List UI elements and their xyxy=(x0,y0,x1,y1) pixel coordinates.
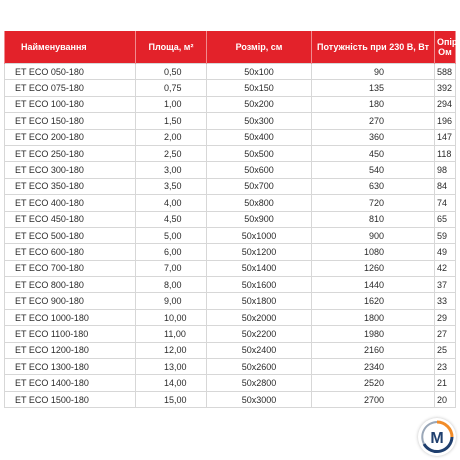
cell-area: 0,50 xyxy=(136,64,207,80)
table-row xyxy=(5,211,456,227)
cell-area: 5,00 xyxy=(136,227,207,243)
table-row xyxy=(5,96,456,112)
cell-size: 50x150 xyxy=(207,80,312,96)
cell-area: 1,50 xyxy=(136,113,207,129)
cell-size: 50x400 xyxy=(207,129,312,145)
cell-power: 1440 xyxy=(312,277,435,293)
cell-resistance: 74 xyxy=(435,195,456,211)
cell-power: 1980 xyxy=(312,326,435,342)
cell-size: 50x600 xyxy=(207,162,312,178)
cell-power: 810 xyxy=(312,211,435,227)
cell-power: 135 xyxy=(312,80,435,96)
cell-area: 13,00 xyxy=(136,359,207,375)
cell-area: 12,00 xyxy=(136,342,207,358)
cell-power: 2160 xyxy=(312,342,435,358)
cell-resistance: 196 xyxy=(435,113,456,129)
cell-resistance: 49 xyxy=(435,244,456,260)
cell-resistance: 20 xyxy=(435,391,456,407)
cell-resistance: 33 xyxy=(435,293,456,309)
cell-power: 630 xyxy=(312,178,435,194)
brand-logo xyxy=(418,418,456,456)
table-row xyxy=(5,391,456,407)
cell-power: 450 xyxy=(312,145,435,161)
cell-power: 1260 xyxy=(312,260,435,276)
cell-name: ET ECO 100-180 xyxy=(5,96,136,112)
cell-name: ET ECO 150-180 xyxy=(5,113,136,129)
cell-resistance: 294 xyxy=(435,96,456,112)
cell-size: 50x2600 xyxy=(207,359,312,375)
cell-name: ET ECO 1400-180 xyxy=(5,375,136,391)
cell-name: ET ECO 300-180 xyxy=(5,162,136,178)
table-row xyxy=(5,178,456,194)
cell-name: ET ECO 400-180 xyxy=(5,195,136,211)
table-row xyxy=(5,293,456,309)
header-name: Найменування xyxy=(5,31,136,64)
cell-name: ET ECO 250-180 xyxy=(5,145,136,161)
table-row xyxy=(5,375,456,391)
cell-size: 50x2200 xyxy=(207,326,312,342)
cell-resistance: 25 xyxy=(435,342,456,358)
cell-resistance: 23 xyxy=(435,359,456,375)
cell-name: ET ECO 450-180 xyxy=(5,211,136,227)
cell-area: 6,00 xyxy=(136,244,207,260)
cell-resistance: 21 xyxy=(435,375,456,391)
cell-resistance: 147 xyxy=(435,129,456,145)
cell-area: 8,00 xyxy=(136,277,207,293)
header-power: Потужність при 230 В, Вт xyxy=(312,31,435,64)
cell-resistance: 65 xyxy=(435,211,456,227)
cell-size: 50x2400 xyxy=(207,342,312,358)
cell-power: 720 xyxy=(312,195,435,211)
table-row xyxy=(5,227,456,243)
header-row xyxy=(5,31,456,64)
table-row xyxy=(5,309,456,325)
cell-name: ET ECO 1200-180 xyxy=(5,342,136,358)
cell-area: 1,00 xyxy=(136,96,207,112)
specs-table-header xyxy=(5,31,460,64)
cell-area: 11,00 xyxy=(136,326,207,342)
cell-power: 1800 xyxy=(312,309,435,325)
cell-resistance: 392 xyxy=(435,80,456,96)
cell-area: 3,00 xyxy=(136,162,207,178)
cell-area: 4,50 xyxy=(136,211,207,227)
cell-power: 2340 xyxy=(312,359,435,375)
cell-power: 1080 xyxy=(312,244,435,260)
cell-power: 540 xyxy=(312,162,435,178)
cell-name: ET ECO 075-180 xyxy=(5,80,136,96)
cell-resistance: 37 xyxy=(435,277,456,293)
cell-size: 50x300 xyxy=(207,113,312,129)
cell-resistance: 59 xyxy=(435,227,456,243)
table-row xyxy=(5,277,456,293)
cell-resistance: 29 xyxy=(435,309,456,325)
cell-size: 50x200 xyxy=(207,96,312,112)
table-row xyxy=(5,244,456,260)
cell-name: ET ECO 700-180 xyxy=(5,260,136,276)
cell-name: ET ECO 500-180 xyxy=(5,227,136,243)
table-row xyxy=(5,113,456,129)
cell-name: ET ECO 050-180 xyxy=(5,64,136,80)
header-area: Площа, м² xyxy=(136,31,207,64)
cell-size: 50x800 xyxy=(207,195,312,211)
cell-resistance: 27 xyxy=(435,326,456,342)
specs-table xyxy=(4,31,460,408)
cell-name: ET ECO 200-180 xyxy=(5,129,136,145)
cell-name: ET ECO 1000-180 xyxy=(5,309,136,325)
cell-size: 50x2000 xyxy=(207,309,312,325)
cell-area: 2,00 xyxy=(136,129,207,145)
table-row xyxy=(5,129,456,145)
cell-area: 9,00 xyxy=(136,293,207,309)
cell-name: ET ECO 1300-180 xyxy=(5,359,136,375)
table-row xyxy=(5,260,456,276)
cell-resistance: 42 xyxy=(435,260,456,276)
cell-resistance: 84 xyxy=(435,178,456,194)
cell-name: ET ECO 900-180 xyxy=(5,293,136,309)
cell-power: 360 xyxy=(312,129,435,145)
cell-size: 50x1600 xyxy=(207,277,312,293)
cell-power: 2520 xyxy=(312,375,435,391)
table-row xyxy=(5,64,456,80)
cell-power: 900 xyxy=(312,227,435,243)
cell-size: 50x900 xyxy=(207,211,312,227)
brand-logo-letter: M xyxy=(430,430,444,447)
cell-name: ET ECO 1500-180 xyxy=(5,391,136,407)
table-row xyxy=(5,162,456,178)
cell-area: 14,00 xyxy=(136,375,207,391)
cell-size: 50x1800 xyxy=(207,293,312,309)
cell-size: 50x2800 xyxy=(207,375,312,391)
cell-size: 50x1000 xyxy=(207,227,312,243)
cell-area: 15,00 xyxy=(136,391,207,407)
header-resistance: Опір, Ом xyxy=(435,31,456,64)
cell-size: 50x100 xyxy=(207,64,312,80)
table-row xyxy=(5,195,456,211)
table-row xyxy=(5,326,456,342)
cell-area: 3,50 xyxy=(136,178,207,194)
cell-resistance: 98 xyxy=(435,162,456,178)
table-row xyxy=(5,145,456,161)
cell-name: ET ECO 600-180 xyxy=(5,244,136,260)
brand-logo-icon xyxy=(418,418,456,456)
cell-size: 50x700 xyxy=(207,178,312,194)
table-row xyxy=(5,342,456,358)
cell-name: ET ECO 350-180 xyxy=(5,178,136,194)
cell-size: 50x1400 xyxy=(207,260,312,276)
cell-size: 50x500 xyxy=(207,145,312,161)
cell-area: 7,00 xyxy=(136,260,207,276)
table-row xyxy=(5,80,456,96)
cell-name: ET ECO 800-180 xyxy=(5,277,136,293)
cell-resistance: 118 xyxy=(435,145,456,161)
cell-area: 2,50 xyxy=(136,145,207,161)
cell-power: 180 xyxy=(312,96,435,112)
cell-name: ET ECO 1100-180 xyxy=(5,326,136,342)
specs-table-body xyxy=(5,64,456,408)
cell-resistance: 588 xyxy=(435,64,456,80)
cell-power: 270 xyxy=(312,113,435,129)
table-row xyxy=(5,359,456,375)
header-size: Розмір, см xyxy=(207,31,312,64)
cell-area: 4,00 xyxy=(136,195,207,211)
cell-area: 0,75 xyxy=(136,80,207,96)
cell-power: 1620 xyxy=(312,293,435,309)
cell-size: 50x1200 xyxy=(207,244,312,260)
cell-area: 10,00 xyxy=(136,309,207,325)
cell-power: 2700 xyxy=(312,391,435,407)
cell-power: 90 xyxy=(312,64,435,80)
cell-size: 50x3000 xyxy=(207,391,312,407)
